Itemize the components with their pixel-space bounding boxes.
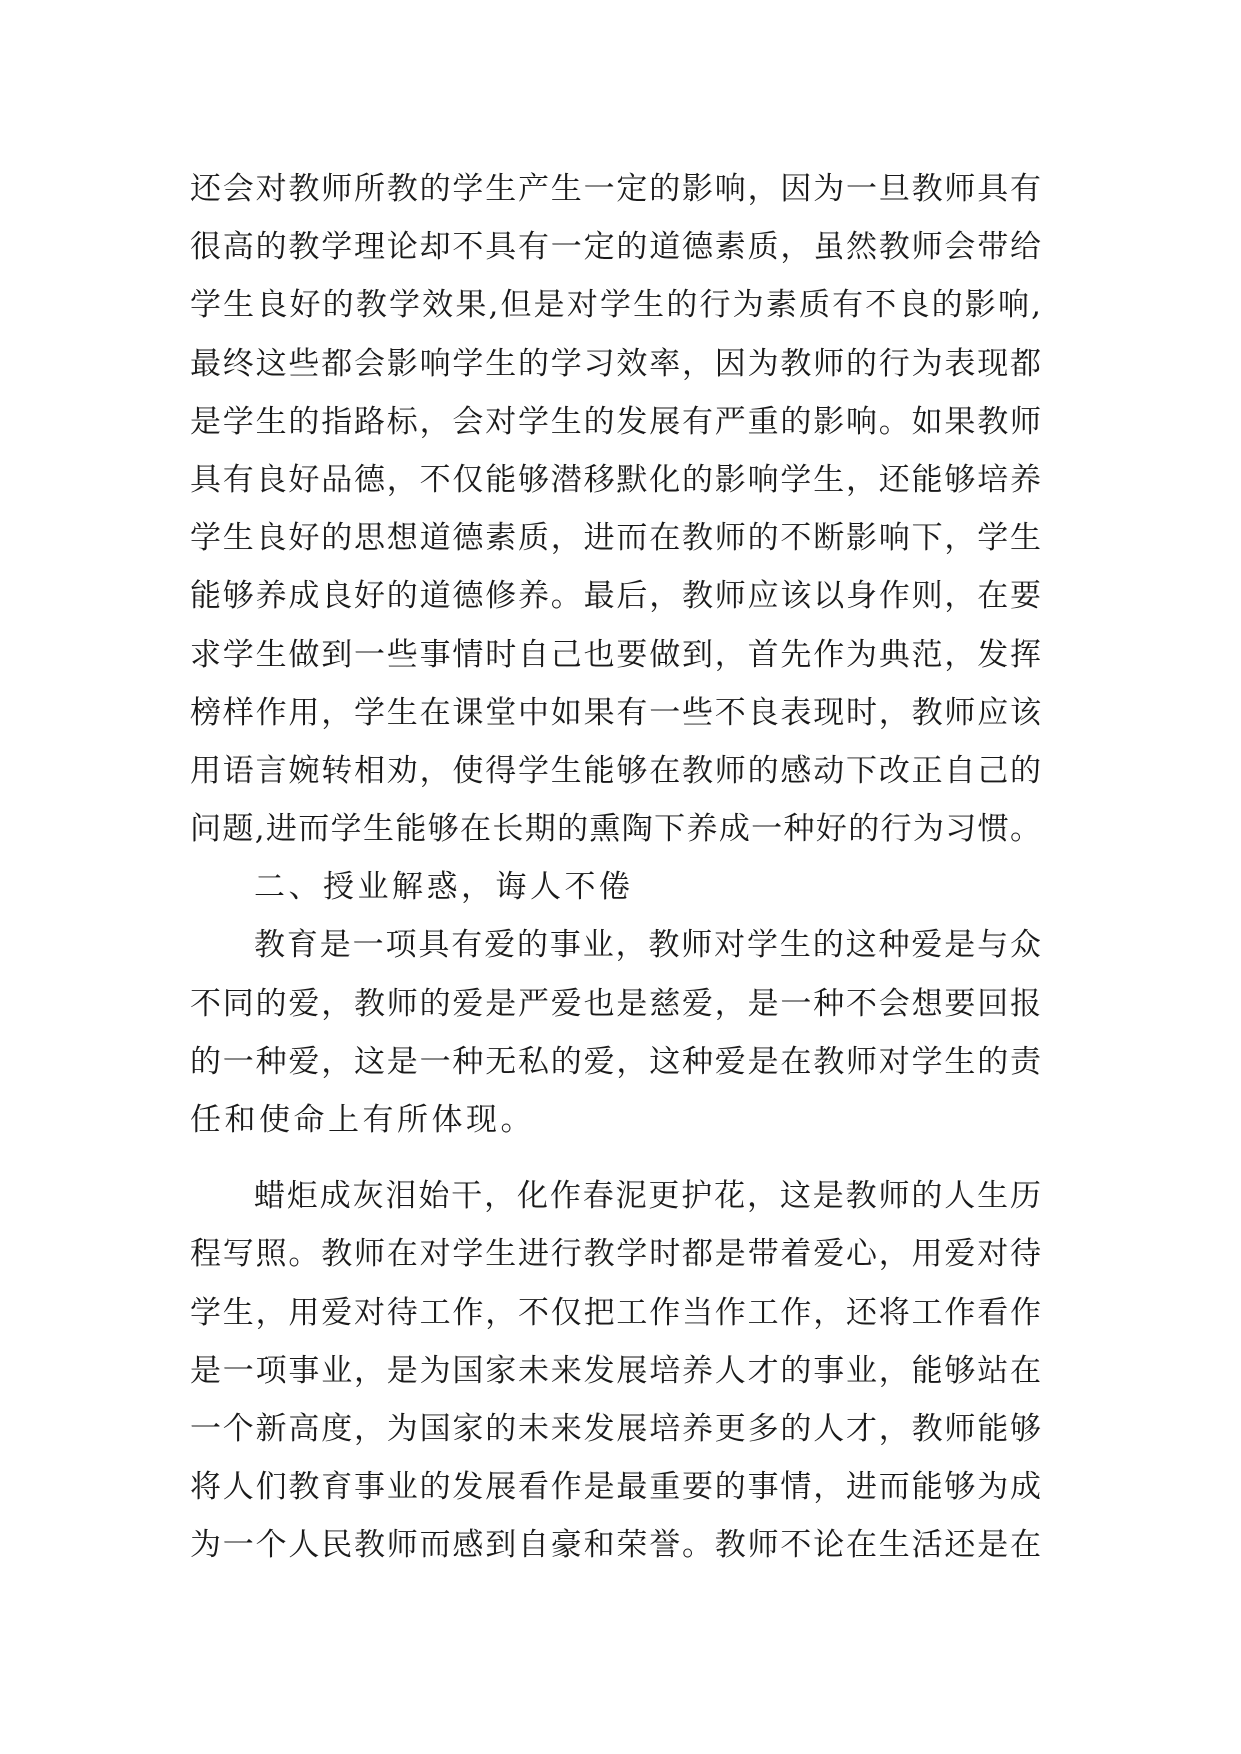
paragraph-line: 很高的教学理论却不具有一定的道德素质，虽然教师会带给 xyxy=(190,229,1041,266)
paragraph-line: 任和使命上有所体现。 xyxy=(190,1102,535,1138)
paragraph-line: 是一项事业，是为国家未来发展培养人才的事业，能够站在 xyxy=(190,1352,1041,1389)
paragraph-line: 求学生做到一些事情时自己也要做到，首先作为典范，发挥 xyxy=(190,636,1041,673)
paragraph-line: 不同的爱，教师的爱是严爱也是慈爱，是一种不会想要回报 xyxy=(190,985,1041,1022)
paragraph-line: 最终这些都会影响学生的学习效率，因为教师的行为表现都 xyxy=(190,345,1041,382)
paragraph-line: 教育是一项具有爱的事业，教师对学生的这种爱是与众 xyxy=(254,927,1041,964)
paragraph-line: 程写照。教师在对学生进行教学时都是带着爱心，用爱对待 xyxy=(190,1236,1041,1273)
paragraph-line: 具有良好品德，不仅能够潜移默化的影响学生，还能够培养 xyxy=(190,461,1041,498)
paragraph-line: 蜡炬成灰泪始干，化作春泥更护花，这是教师的人生历 xyxy=(254,1178,1041,1215)
paragraph-line: 的一种爱，这是一种无私的爱，这种爱是在教师对学生的责 xyxy=(190,1043,1041,1080)
paragraph-line: 榜样作用，学生在课堂中如果有一些不良表现时，教师应该 xyxy=(190,694,1041,731)
section-heading: 二、授业解惑，诲人不倦 xyxy=(254,869,634,906)
paragraph-line: 一个新高度，为国家的未来发展培养更多的人才，教师能够 xyxy=(190,1410,1041,1447)
paragraph-line: 能够养成良好的道德修养。最后，教师应该以身作则，在要 xyxy=(190,578,1041,615)
paragraph-line: 还会对教师所教的学生产生一定的影响，因为一旦教师具有 xyxy=(190,171,1041,207)
paragraph-line: 问题,进而学生能够在长期的熏陶下养成一种好的行为习惯。 xyxy=(190,811,1041,848)
paragraph-spacer xyxy=(190,1149,1090,1167)
paragraph-line: 学生，用爱对待工作，不仅把工作当作工作，还将工作看作 xyxy=(190,1294,1041,1331)
paragraph-line: 将人们教育事业的发展看作是最重要的事情，进而能够为成 xyxy=(190,1469,1041,1506)
paragraph-line: 用语言婉转相劝，使得学生能够在教师的感动下改正自己的 xyxy=(190,752,1041,789)
paragraph-line: 学生良好的教学效果,但是对学生的行为素质有不良的影响, xyxy=(190,287,1041,324)
paragraph-line: 学生良好的思想道德素质，进而在教师的不断影响下，学生 xyxy=(190,520,1041,557)
document-body xyxy=(190,160,1090,1575)
paragraph-line: 是学生的指路标，会对学生的发展有严重的影响。如果教师 xyxy=(190,403,1041,440)
paragraph-line: 为一个人民教师而感到自豪和荣誉。教师不论在生活还是在 xyxy=(190,1527,1041,1564)
